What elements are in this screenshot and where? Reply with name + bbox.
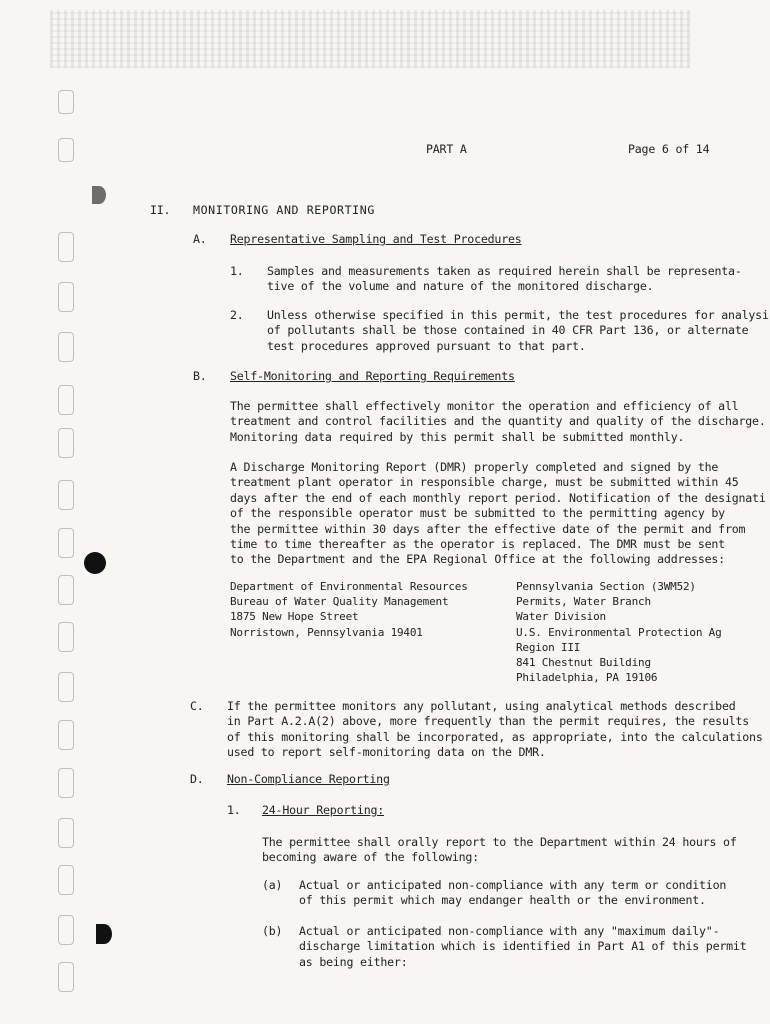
binder-mark xyxy=(58,282,74,312)
text-line: of the responsible operator must be submitted to the permitting agency by xyxy=(230,506,725,521)
section-number: II. xyxy=(150,203,171,217)
address-line: U.S. Environmental Protection Ag xyxy=(516,625,722,639)
text-line: treatment and control facilities and the quantity and quality of the discharge. xyxy=(230,414,766,429)
subsection-d-title: Non-Compliance Reporting xyxy=(227,772,390,786)
address-line: Department of Environmental Resources xyxy=(230,580,468,593)
item-a2-number: 2. xyxy=(230,308,244,322)
punch-hole xyxy=(96,924,112,944)
binder-mark xyxy=(58,768,74,798)
text-line: of this monitoring shall be incorporated, as appropriate, into the calculations xyxy=(227,729,763,744)
section-title: MONITORING AND REPORTING xyxy=(193,203,375,217)
binder-mark xyxy=(58,622,74,652)
punch-hole xyxy=(84,552,106,574)
text-line: of pollutants shall be those contained in 40 CFR Part 136, or alternate xyxy=(267,323,749,338)
binder-mark xyxy=(58,720,74,750)
binder-mark xyxy=(58,818,74,848)
address-line: Philadelphia, PA 19106 xyxy=(516,671,658,685)
text-line: of this permit which may endanger health or the environment. xyxy=(299,893,706,908)
text-line: to the Department and the EPA Regional Office at the following addresses: xyxy=(230,552,725,567)
address-line: Bureau of Water Quality Management xyxy=(230,595,449,609)
text-line: The permittee shall orally report to the Department within 24 hours of xyxy=(262,835,737,849)
text-line: becoming aware of the following: xyxy=(262,850,479,865)
text-line: days after the end of each monthly report period. Notification of the designati xyxy=(230,490,766,505)
text-line: test procedures approved pursuant to that part. xyxy=(267,338,586,353)
binder-mark xyxy=(58,138,74,162)
subsection-c-letter: C. xyxy=(190,699,204,713)
address-line: Permits, Water Branch xyxy=(516,595,651,609)
text-line: used to report self-monitoring data on the DMR. xyxy=(227,745,546,760)
text-line: in Part A.2.A(2) above, more frequently than the permit requires, the results xyxy=(227,714,750,729)
c-paragraph xyxy=(227,699,763,761)
text-line: A Discharge Monitoring Report (DMR) properly completed and signed by the xyxy=(230,460,719,474)
text-line: The permittee shall effectively monitor the operation and efficiency of all xyxy=(230,399,739,413)
address-line: Norristown, Pennsylvania 19401 xyxy=(230,625,423,639)
subsection-b-title: Self-Monitoring and Reporting Requirements xyxy=(230,369,515,383)
text-line: time to time thereafter as the operator is replaced. The DMR must be sent xyxy=(230,537,725,552)
item-a1-text xyxy=(267,264,742,295)
text-line: If the permittee monitors any pollutant, using analytical methods described xyxy=(227,699,736,713)
binder-mark xyxy=(58,575,74,605)
punch-hole xyxy=(92,186,106,204)
binder-mark xyxy=(58,332,74,362)
binder-mark xyxy=(58,528,74,558)
address-line: 1875 New Hope Street xyxy=(230,610,359,624)
page-number: Page 6 of 14 xyxy=(628,142,710,156)
subsection-a-title: Representative Sampling and Test Procedures xyxy=(230,232,522,246)
item-a1-number: 1. xyxy=(230,264,244,278)
text-line: Actual or anticipated non-compliance with any term or condition xyxy=(299,878,727,892)
text-line: as being either: xyxy=(299,954,408,969)
binder-mark xyxy=(58,865,74,895)
part-label: PART A xyxy=(426,142,467,156)
subsection-d-letter: D. xyxy=(190,772,204,786)
subitem-b-text xyxy=(299,924,746,970)
binder-mark xyxy=(58,915,74,945)
binder-mark xyxy=(58,385,74,415)
scan-noise xyxy=(50,10,690,68)
address-line: Pennsylvania Section (3WM52) xyxy=(516,580,696,593)
binder-mark xyxy=(58,90,74,114)
text-line: Actual or anticipated non-compliance with any "maximum daily"- xyxy=(299,924,720,938)
address-line: Water Division xyxy=(516,610,606,624)
address-line: 841 Chestnut Building xyxy=(516,656,651,670)
binder-mark xyxy=(58,480,74,510)
binder-mark xyxy=(58,428,74,458)
text-line: Unless otherwise specified in this permit, the test procedures for analysi xyxy=(267,308,769,322)
text-line: Monitoring data required by this permit shall be submitted monthly. xyxy=(230,429,685,444)
subsection-b-letter: B. xyxy=(193,369,207,383)
b-paragraph-1 xyxy=(230,399,766,445)
address-department xyxy=(230,579,468,640)
subsection-a-letter: A. xyxy=(193,232,207,246)
b-paragraph-2 xyxy=(230,460,766,568)
d1-intro xyxy=(262,835,737,866)
text-line: tive of the volume and nature of the monitored discharge. xyxy=(267,279,654,294)
item-d1-title: 24-Hour Reporting: xyxy=(262,803,385,817)
subitem-a-label: (a) xyxy=(262,878,283,892)
binder-mark xyxy=(58,232,74,262)
binder-mark xyxy=(58,962,74,992)
binder-mark xyxy=(58,672,74,702)
text-line: treatment plant operator in responsible charge, must be submitted within 45 xyxy=(230,475,739,490)
text-line: discharge limitation which is identified in Part A1 of this permit xyxy=(299,939,747,954)
address-epa xyxy=(516,579,722,685)
subitem-b-label: (b) xyxy=(262,924,283,938)
subitem-a-text xyxy=(299,878,726,909)
item-a2-text xyxy=(267,308,769,354)
item-d1-number: 1. xyxy=(227,803,241,817)
text-line: Samples and measurements taken as required herein shall be representa- xyxy=(267,264,742,278)
text-line: the permittee within 30 days after the effective date of the permit and from xyxy=(230,521,746,536)
address-line: Region III xyxy=(516,640,581,654)
